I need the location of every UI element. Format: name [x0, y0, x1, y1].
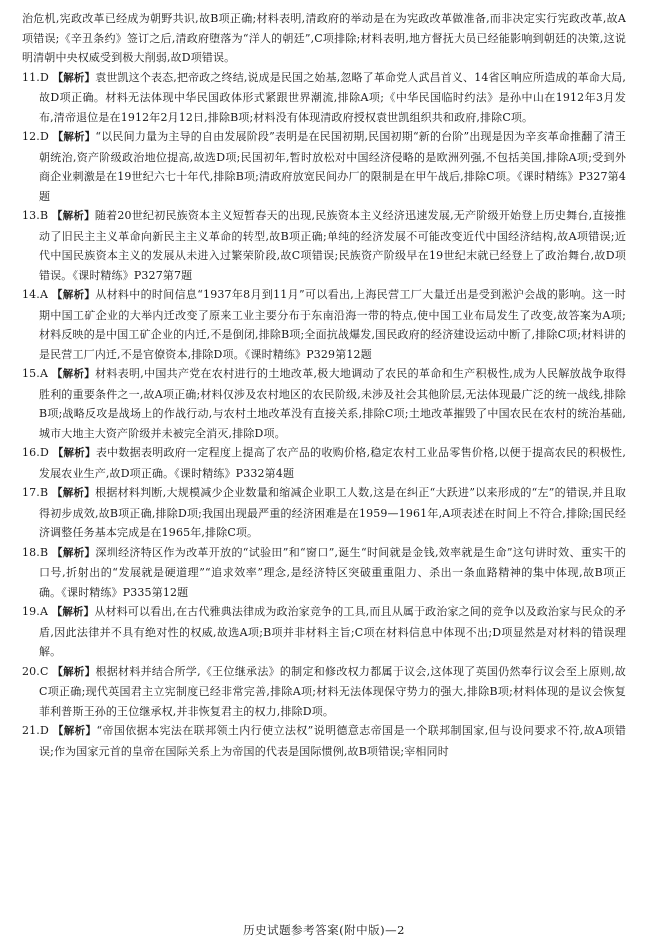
analysis-tag: 【解析】 [52, 725, 97, 737]
answer-item [22, 443, 626, 483]
analysis-tag: 【解析】 [51, 289, 96, 301]
answer-item [22, 364, 626, 443]
item-answer: B [39, 209, 49, 222]
answer-item [22, 483, 626, 543]
item-number: 20. [22, 664, 40, 678]
item-answer: C [39, 664, 49, 678]
item-answer: A [39, 288, 49, 301]
answer-item [22, 602, 626, 662]
answer-item [22, 127, 626, 206]
item-answer: A [39, 367, 49, 380]
item-answer: B [39, 545, 49, 559]
analysis-tag: 【解析】 [52, 447, 96, 459]
analysis-tag: 【解析】 [52, 71, 96, 84]
answer-item [22, 68, 626, 128]
intro-paragraph: 治危机,宪政改革已经成为朝野共识,故B项正确;材料表明,清政府的举动是在为宪政改革做准备,而非决定实行宪政改革,故A项错误;《辛丑条约》签订之后,清政府堕落为“洋人的朝廷”,C项排除;材料表明,地方督抚大员已经能影响到朝廷的决策,这说明清朝中央权威受到极大削弱,故D项错误。 [22, 12, 626, 64]
item-number: 19. [22, 605, 40, 618]
answer-item [22, 721, 626, 761]
item-text: “以民间力量为主导的自由发展阶段”表明是在民国初期,民国初期“新的台阶”出现是因为辛亥革命推翻了清王朝统治,资产阶级政治地位提高,故选D项;民国初年,暂时放松对中国经济侵略的是欧洲列强,不包括美国,排除A项;受到外商企业刺激是在19世纪六七十年代,排除B项;清政府放宽民间办厂的限制是在甲午战后,排除C项。《课时精练》P327第4题 [39, 130, 626, 203]
item-answer: D [39, 130, 49, 143]
answer-item [22, 285, 626, 364]
item-number: 12. [22, 130, 40, 143]
item-number: 15. [22, 367, 40, 380]
item-number: 11. [22, 70, 40, 84]
item-number: 16. [22, 446, 40, 459]
item-text: 袁世凯这个表态,把帝政之终结,说成是民国之始基,忽略了革命党人武昌首义、14省区响应所造成的革命大局,故D项正确。材料无法体现中华民国政体形式紧跟世界潮流,排除A项;《中华民国临时约法》是孙中山在1912年3月发布,清帝退位是在1912年2月12日,排除B项;材料没有体现清政府授权袁世凯组织共和政府,排除C项。 [39, 70, 626, 124]
item-text: 根据材料判断,大规模减少企业数量和缩减企业职工人数,这是在纠正“大跃进”以来形成的“左”的错误,并且取得初步成效,故B项正确,排除D项;我国出现最严重的经济困难是在1959—1961年,A项表述在时间上不符合,排除;国民经济调整任务基本完成是在1965年,排除C项。 [39, 486, 626, 539]
analysis-tag: 【解析】 [52, 131, 96, 143]
answer-list [22, 68, 626, 762]
analysis-tag: 【解析】 [51, 210, 95, 222]
item-answer: A [39, 605, 49, 618]
item-number: 18. [22, 545, 40, 559]
item-text: 深圳经济特区作为改革开放的“试验田”和“窗口”,诞生“时间就是金钱,效率就是生命”这句讲时效、重实干的口号,折射出的“发展就是硬道理”“追求效率”理念,是经济特区突破重重阻力、杀出一条血路精神的集中体现,故B项正确。《课时精练》P335第12题 [39, 545, 626, 599]
analysis-tag: 【解析】 [51, 606, 95, 618]
page-footer: 历史试题参考答案(附中版)—2 [243, 923, 405, 937]
item-answer: D [39, 724, 49, 737]
item-answer: B [39, 486, 49, 499]
item-answer: D [39, 70, 49, 84]
item-text: 表中数据表明政府一定程度上提高了农产品的收购价格,稳定农村工业品零售价格,以便于提高农民的积极性,发展农业生产,故D项正确。《课时精练》P332第4题 [39, 446, 626, 480]
item-number: 14. [22, 288, 40, 301]
item-text: “帝国依据本宪法在联邦领土内行使立法权”说明德意志帝国是一个联邦制国家,但与设问要求不符,故A项错误;作为国家元首的皇帝在国际关系上为帝国的代表是国际惯例,故B项错误;宰相同时 [39, 724, 626, 758]
answer-item [22, 662, 626, 722]
item-text: 从材料可以看出,在古代雅典法律成为政治家竞争的工具,而且从属于政治家之间的竞争以及政治家与民众的矛盾,因此法律并不具有绝对性的权威,故选A项;B项并非材料主旨;C项在材料信息中体现不出;D项显然是对材料的错误理解。 [39, 605, 626, 658]
item-text: 根据材料并结合所学,《王位继承法》的制定和修改权力都属于议会,这体现了英国仍然奉行议会至上原则,故C项正确;现代英国君主立宪制度已经非常完善,排除A项;材料无法体现保守势力的强大,排除B项;材料体现的是议会恢复菲利普斯王孙的王位继承权,并非恢复君主的权力,排除D项。 [39, 664, 626, 718]
analysis-tag: 【解析】 [51, 487, 96, 499]
item-text: 随着20世纪初民族资本主义短暂春天的出现,民族资本主义经济迅速发展,无产阶级开始登上历史舞台,直接推动了旧民主主义革命向新民主主义革命的转型,故B项正确;单纯的经济发展不可能改变近代中国经济结构,故A项错误;近代中国民族资本主义的发展从未进入过繁荣阶段,故C项错误;民族资产阶级早在19世纪末就已经登上了政治舞台,故D项错误。《课时精练》P327第7题 [39, 209, 626, 282]
answer-item [22, 543, 626, 603]
item-number: 13. [22, 209, 40, 222]
item-text: 从材料中的时间信息“1937年8月到11月”可以看出,上海民营工厂大量迁出是受到淞沪会战的影响。这一时期中国工矿企业的大举内迁改变了原来工业主要分布于东南沿海一带的特点,使中国工业布局发生了改变,故答案为A项;材料反映的是中国工矿企业的内迁,不是倒闭,排除B项;全面抗战爆发,国民政府的经济建设运动中断了,排除C项;材料讲的是民营工厂内迁,不是官僚资本,排除D项。《课时精练》P329第12题 [39, 288, 626, 361]
analysis-tag: 【解析】 [51, 368, 96, 380]
analysis-tag: 【解析】 [52, 665, 96, 678]
item-answer: D [39, 446, 49, 459]
answer-item [22, 206, 626, 285]
item-text: 材料表明,中国共产党在农村进行的土地改革,极大地调动了农民的革命和生产积极性,成为人民解放战争取得胜利的重要条件之一,故A项正确;材料仅涉及农村地区的农民阶级,未涉及社会其他阶层,无法体现最广泛的统一战线,排除B项;战略反攻是战场上的作战行动,与农村土地改革没有直接关系,排除C项;土地改革摧毁了中国农民在农村的统治基础,城市大地主大资产阶级并未被完全消灭,排除D项。 [39, 367, 626, 440]
item-number: 21. [22, 724, 40, 737]
item-number: 17. [22, 486, 40, 499]
analysis-tag: 【解析】 [52, 546, 96, 559]
